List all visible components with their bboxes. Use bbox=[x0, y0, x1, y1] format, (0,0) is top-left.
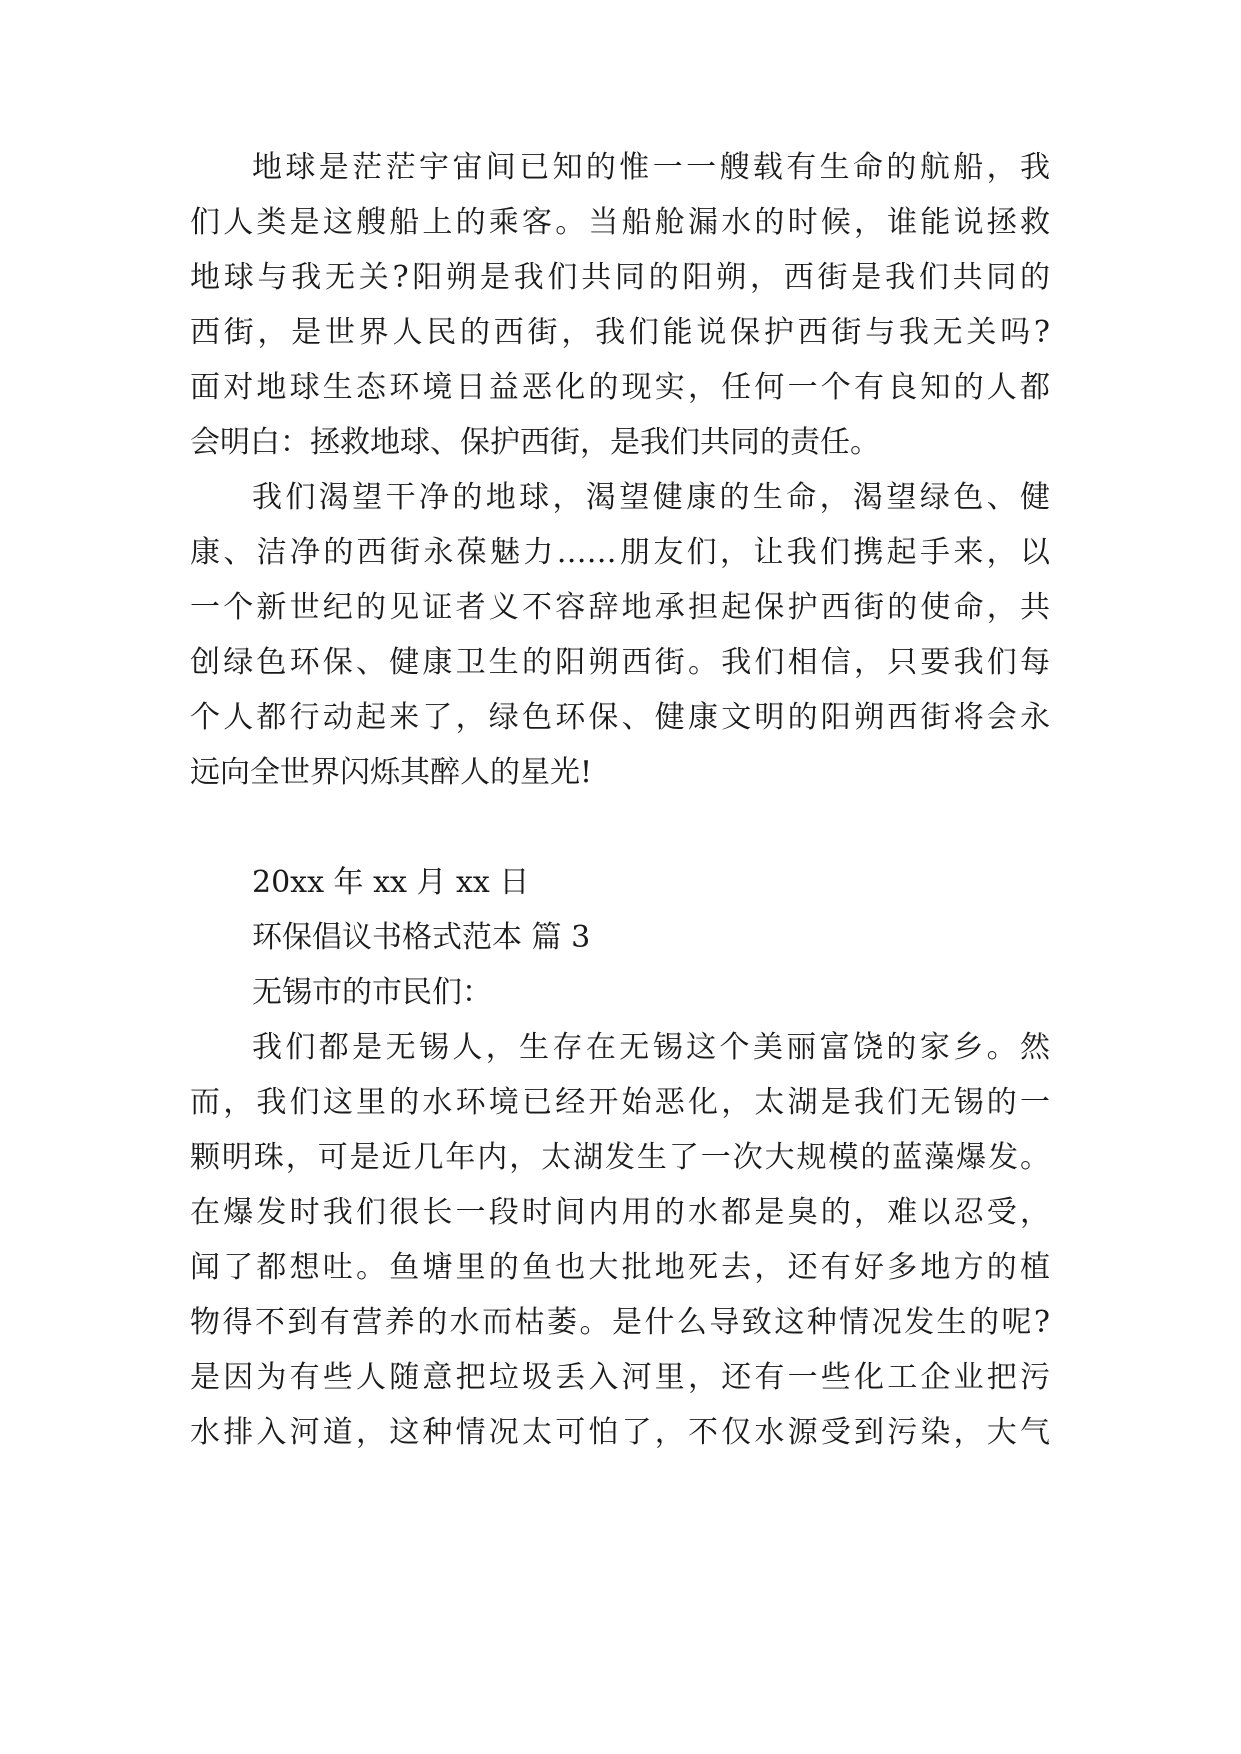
paragraph-1-line-6: 会明白：拯救地球、保护西街，是我们共同的责任。 bbox=[190, 425, 880, 460]
paragraph-3-line-8: 水排入河道，这种情况太可怕了，不仅水源受到污染，大气 bbox=[190, 1415, 1050, 1450]
paragraph-3-line-5: 闻了都想吐。鱼塘里的鱼也大批地死去，还有好多地方的植 bbox=[190, 1250, 1050, 1285]
paragraph-2-line-4: 创绿色环保、健康卫生的阳朔西街。我们相信，只要我们每 bbox=[190, 645, 1050, 680]
paragraph-1-line-1: 地球是茫茫宇宙间已知的惟一一艘载有生命的航船，我 bbox=[252, 150, 1050, 185]
date-line: 20xx 年 xx 月 xx 日 bbox=[252, 865, 530, 900]
paragraph-3-line-3: 颗明珠，可是近几年内，太湖发生了一次大规模的蓝藻爆发。 bbox=[190, 1140, 1050, 1175]
paragraph-2-line-1: 我们渴望干净的地球，渴望健康的生命，渴望绿色、健 bbox=[252, 480, 1050, 515]
paragraph-3-line-1: 我们都是无锡人，生存在无锡这个美丽富饶的家乡。然 bbox=[252, 1030, 1050, 1065]
paragraph-3-line-7: 是因为有些人随意把垃圾丢入河里，还有一些化工企业把污 bbox=[190, 1360, 1050, 1395]
paragraph-3-line-6: 物得不到有营养的水而枯萎。是什么导致这种情况发生的呢? bbox=[190, 1305, 1050, 1340]
paragraph-2-line-3: 一个新世纪的见证者义不容辞地承担起保护西街的使命，共 bbox=[190, 590, 1050, 625]
paragraph-1-line-2: 们人类是这艘船上的乘客。当船舱漏水的时候，谁能说拯救 bbox=[190, 205, 1050, 240]
paragraph-2-line-6: 远向全世界闪烁其醉人的星光! bbox=[190, 755, 593, 790]
paragraph-1-line-5: 面对地球生态环境日益恶化的现实，任何一个有良知的人都 bbox=[190, 370, 1050, 405]
paragraph-2-line-5: 个人都行动起来了，绿色环保、健康文明的阳朔西街将会永 bbox=[190, 700, 1050, 735]
section-title: 环保倡议书格式范本 篇 3 bbox=[252, 920, 591, 955]
paragraph-3-line-2: 而，我们这里的水环境已经开始恶化，太湖是我们无锡的一 bbox=[190, 1085, 1050, 1120]
paragraph-1-line-3: 地球与我无关?阳朔是我们共同的阳朔，西街是我们共同的 bbox=[190, 260, 1050, 295]
paragraph-2-line-2: 康、洁净的西街永葆魅力……朋友们，让我们携起手来，以 bbox=[190, 535, 1050, 570]
paragraph-1-line-4: 西街，是世界人民的西街，我们能说保护西街与我无关吗? bbox=[190, 315, 1050, 350]
salutation: 无锡市的市民们： bbox=[252, 975, 492, 1010]
paragraph-3-line-4: 在爆发时我们很长一段时间内用的水都是臭的，难以忍受， bbox=[190, 1195, 1050, 1230]
